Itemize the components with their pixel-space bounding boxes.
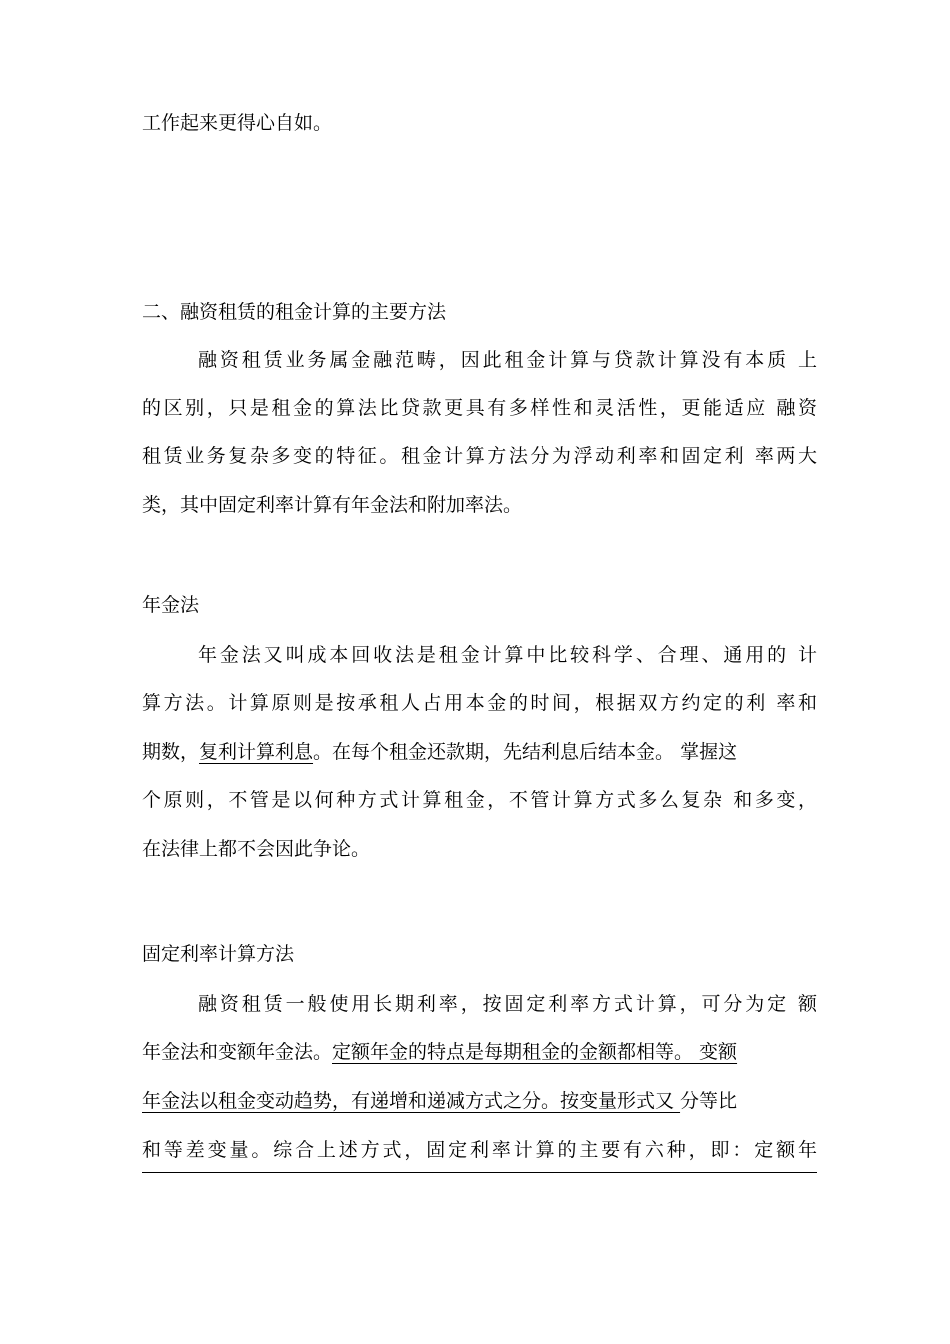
paragraph-line: 在法律上都不会因此争论。	[142, 838, 371, 860]
subheading-fixed-rate: 固定利率计算方法	[142, 943, 295, 965]
compound-interest-link[interactable]: 复利计算利息	[199, 741, 314, 763]
text-span: 年金法和变额年金法。	[142, 1041, 333, 1063]
text-span: 。在每个租金还款期，先结利息后结本金。 掌握这	[313, 741, 738, 763]
paragraph-line: 和等差变量。综合上述方式，固定利率计算的主要有六种，即：定额年	[142, 1139, 817, 1161]
paragraph-line	[142, 1083, 817, 1119]
text-span: 分等比	[680, 1090, 738, 1112]
paragraph-line	[142, 734, 817, 770]
paragraph-line: 算方法。计算原则是按承租人占用本金的时间，根据双方约定的利 率和	[142, 692, 817, 714]
paragraph-line: 融资租赁业务属金融范畴，因此租金计算与贷款计算没有本质 上	[198, 349, 817, 371]
paragraph-line: 的区别，只是租金的算法比贷款更具有多样性和灵活性，更能适应 融资	[142, 397, 817, 419]
underlined-text: 年金法以租金变动趋势，有递增和递减方式之分。按变量形式又	[142, 1090, 681, 1112]
text-span: 期数，	[142, 741, 200, 763]
intro-tail-text: 工作起来更得心自如。	[142, 112, 333, 134]
paragraph-line: 年金法又叫成本回收法是租金计算中比较科学、合理、通用的 计	[198, 644, 817, 666]
underlined-text: 定额年金的特点是每期租金的金额都相等。 变额	[332, 1041, 738, 1063]
paragraph-line: 类，其中固定利率计算有年金法和附加率法。	[142, 494, 523, 516]
subheading-annuity: 年金法	[142, 594, 200, 616]
footnote-rule	[142, 1172, 817, 1173]
paragraph-line: 融资租赁一般使用长期利率，按固定利率方式计算，可分为定 额	[198, 993, 817, 1015]
paragraph-line	[142, 1034, 817, 1070]
paragraph-line: 个原则，不管是以何种方式计算租金，不管计算方式多么复杂 和多变，	[142, 789, 817, 811]
paragraph-line: 租赁业务复杂多变的特征。租金计算方法分为浮动利率和固定利 率两大	[142, 445, 817, 467]
section-heading: 二、融资租赁的租金计算的主要方法	[142, 301, 447, 323]
